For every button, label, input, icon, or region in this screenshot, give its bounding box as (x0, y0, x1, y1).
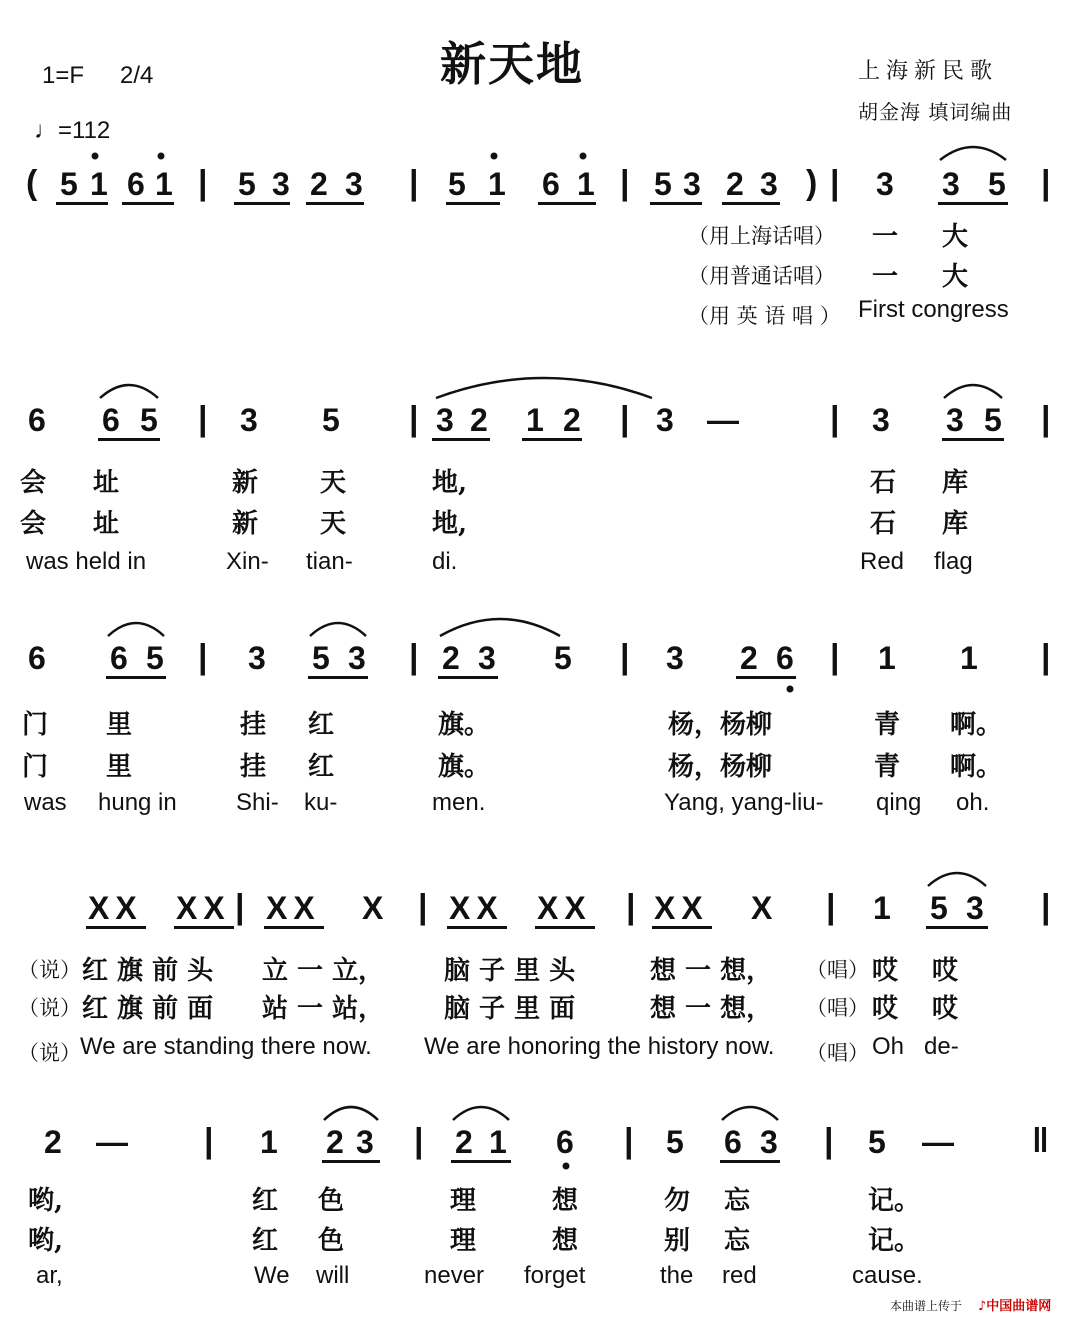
note: 2 (455, 1124, 473, 1160)
note: 6 (28, 640, 46, 676)
note: 5 (930, 890, 948, 926)
lyric-word: 记。 (868, 1226, 921, 1256)
lyric-word: ku- (304, 789, 338, 816)
lyric-word: 杨，杨柳 (668, 752, 773, 782)
lyric-word: red (722, 1262, 757, 1289)
note: XX (266, 890, 321, 926)
lyric-word: di. (432, 548, 458, 575)
lyric-word: 天 (320, 468, 347, 498)
lyric-word: 库 (942, 468, 969, 498)
lyric-word: 哟, (28, 1186, 64, 1216)
note: 5 (988, 166, 1006, 202)
note: 3 (436, 402, 454, 438)
lyric-word: 库 (942, 509, 969, 539)
credit-origin: 上海新民歌 (858, 59, 999, 84)
lyric-word: 勿 (664, 1186, 691, 1216)
slur-arc (100, 385, 158, 398)
lyric-word: First congress (858, 296, 1009, 323)
lyric-word: 记。 (868, 1186, 921, 1216)
note: X (751, 890, 773, 926)
lyric-word: （唱） (806, 1041, 869, 1065)
octave-dot (491, 153, 498, 160)
credit-author: 胡金海 填词编曲 (858, 100, 1013, 124)
barline: ‖ (1032, 1122, 1049, 1160)
note: 5 (312, 640, 330, 676)
note: 6 (28, 402, 46, 438)
note: 3 (348, 640, 366, 676)
note: 3 (240, 402, 258, 438)
barline: | (418, 888, 428, 926)
note: 6 (102, 402, 120, 438)
lyric-word: 想 一 想， (650, 956, 773, 986)
note: — (96, 1124, 128, 1160)
lyric-word: 啊。 (950, 710, 1003, 740)
barline: | (1041, 638, 1051, 676)
note: 3 (666, 640, 684, 676)
note: 3 (872, 402, 890, 438)
key-signature: 1=F (42, 62, 85, 89)
lyric-word: 天 (320, 509, 347, 539)
slur-arc (440, 619, 560, 636)
barline: ) (806, 164, 818, 202)
lyric-word: 哎 (932, 956, 959, 986)
slur-arc (722, 1107, 778, 1120)
barline: | (198, 164, 208, 202)
barline: | (824, 1122, 834, 1160)
octave-dot (787, 686, 794, 693)
note: 6 (556, 1124, 574, 1160)
barline: | (626, 888, 636, 926)
note: 3 (876, 166, 894, 202)
note: 2 (310, 166, 328, 202)
lyric-word: 色 (318, 1226, 345, 1256)
lyric-word: Red (860, 548, 905, 575)
note: XX (88, 890, 143, 926)
note: 5 (448, 166, 466, 202)
note: XX (449, 890, 504, 926)
note: 1 (260, 1124, 278, 1160)
lyric-word: 门 (22, 710, 49, 740)
lyric-word: 里 (106, 710, 133, 740)
slur-arc (944, 385, 1002, 398)
note: 5 (60, 166, 78, 202)
lyric-line-label: （说） (18, 958, 81, 982)
lyric-word: 哎 (872, 956, 899, 986)
barline: | (198, 638, 208, 676)
tempo-mark (34, 117, 110, 145)
barline: | (204, 1122, 214, 1160)
note: 2 (726, 166, 744, 202)
barline: | (620, 164, 630, 202)
lyric-word: 杨，杨柳 (668, 710, 773, 740)
barline: | (830, 400, 840, 438)
note: 5 (984, 402, 1002, 438)
lyric-word: hung in (98, 789, 177, 816)
slur-arc (436, 378, 652, 398)
lyric-word: 想 一 想， (650, 994, 773, 1024)
lyric-word: 挂 (240, 752, 267, 782)
lyric-word: 旗。 (438, 710, 491, 740)
barline: | (409, 638, 419, 676)
note: 2 (442, 640, 460, 676)
lyric-word: 忘 (724, 1226, 751, 1256)
lyric-word: 脑 子 里 面 (444, 994, 576, 1024)
lyric-line-label: （说） (18, 996, 81, 1020)
lyric-word: 会 (20, 468, 47, 498)
note: 5 (654, 166, 672, 202)
barline: | (1041, 888, 1051, 926)
slur-arc (940, 147, 1006, 160)
note: 5 (238, 166, 256, 202)
lyric-word: 一 (872, 262, 899, 292)
lyric-word: 理 (450, 1226, 477, 1256)
barline: ( (26, 164, 38, 202)
note: 3 (248, 640, 266, 676)
lyric-word: We are standing there now. (80, 1033, 372, 1060)
note: 5 (146, 640, 164, 676)
slur-arc (310, 623, 366, 636)
barline: | (830, 164, 840, 202)
song-title: 新天地 (440, 37, 584, 91)
lyric-word: 想 (552, 1186, 579, 1216)
note: 3 (683, 166, 701, 202)
lyric-word: 哟, (28, 1226, 64, 1256)
note: 3 (356, 1124, 374, 1160)
note: 1 (873, 890, 891, 926)
note: 3 (272, 166, 290, 202)
note: 3 (946, 402, 964, 438)
lyric-word: the (660, 1262, 694, 1289)
time-signature: 2/4 (120, 62, 154, 89)
lyric-word: 旗。 (438, 752, 491, 782)
barline: | (409, 400, 419, 438)
note: XX (654, 890, 709, 926)
lyric-word: We (254, 1262, 290, 1289)
note: 3 (478, 640, 496, 676)
barline: | (620, 400, 630, 438)
note: 6 (542, 166, 560, 202)
lyric-line-label: （用 英 语 唱 ） (688, 304, 841, 328)
lyric-word: tian- (306, 548, 353, 575)
note: 1 (878, 640, 896, 676)
note: 2 (44, 1124, 62, 1160)
lyric-word: cause. (852, 1262, 923, 1289)
note: 5 (140, 402, 158, 438)
lyric-word: 脑 子 里 头 (444, 956, 576, 986)
note: 1 (526, 402, 544, 438)
lyric-word: 啊。 (950, 752, 1003, 782)
lyric-word: （唱） (806, 958, 869, 982)
slur-arc (324, 1107, 378, 1120)
note: 2 (470, 402, 488, 438)
lyric-word: forget (524, 1262, 586, 1289)
lyric-word: 哎 (872, 994, 899, 1024)
lyric-word: 里 (106, 752, 133, 782)
note: 6 (127, 166, 145, 202)
lyric-word: 地, (432, 468, 468, 498)
note: 5 (666, 1124, 684, 1160)
note: 5 (554, 640, 572, 676)
lyric-word: 想 (552, 1226, 579, 1256)
lyric-word: 新 (232, 468, 259, 498)
note: — (707, 402, 739, 438)
note: 1 (489, 1124, 507, 1160)
barline: | (830, 638, 840, 676)
lyric-word: 石 (870, 509, 897, 539)
note: 6 (724, 1124, 742, 1160)
lyric-word: ar, (36, 1262, 63, 1289)
lyric-word: 红 (252, 1186, 279, 1216)
lyric-word: 红 (308, 752, 335, 782)
note: 1 (155, 166, 173, 202)
lyric-word: 色 (318, 1186, 345, 1216)
note: 5 (322, 402, 340, 438)
barline: | (1041, 164, 1051, 202)
note: 1 (577, 166, 595, 202)
tempo-value: =112 (58, 117, 111, 144)
lyric-word: men. (432, 789, 486, 816)
lyric-word: 挂 (240, 710, 267, 740)
lyric-word: 门 (22, 752, 49, 782)
quarter-note-icon: ♩ (34, 117, 58, 144)
slur-arc (928, 873, 986, 886)
barline: | (409, 164, 419, 202)
site-logo: ♪中国曲谱网 (978, 1299, 1052, 1314)
lyric-word: Shi- (236, 789, 279, 816)
lyric-word: 青 (874, 710, 901, 740)
note: 3 (966, 890, 984, 926)
note: 3 (942, 166, 960, 202)
lyric-word: 址 (93, 509, 120, 539)
lyric-word: 理 (450, 1186, 477, 1216)
note: 1 (960, 640, 978, 676)
lyric-word: will (316, 1262, 350, 1289)
barline: | (414, 1122, 424, 1160)
note: 6 (110, 640, 128, 676)
lyric-word: 别 (664, 1226, 691, 1256)
note: XX (176, 890, 231, 926)
barline: | (624, 1122, 634, 1160)
note: 2 (740, 640, 758, 676)
lyric-word: Xin- (226, 548, 269, 575)
barline: | (198, 400, 208, 438)
lyric-word: oh. (956, 789, 990, 816)
barline: | (620, 638, 630, 676)
note: 2 (563, 402, 581, 438)
slur-arc (453, 1107, 509, 1120)
lyric-word: 红 旗 前 头 (82, 956, 214, 986)
note: 1 (488, 166, 506, 202)
note: 3 (760, 1124, 778, 1160)
octave-dot (580, 153, 587, 160)
lyric-word: Yang, yang-liu- (664, 789, 824, 816)
note: XX (537, 890, 592, 926)
note: 1 (90, 166, 108, 202)
note: 3 (656, 402, 674, 438)
lyric-word: 红 (252, 1226, 279, 1256)
lyric-word: 青 (874, 752, 901, 782)
lyric-word: 会 (20, 509, 47, 539)
slur-arc (108, 623, 164, 636)
lyric-line-label: （用普通话唱） (688, 264, 835, 288)
lyric-word: 站 一 站， (262, 994, 385, 1024)
lyric-word: 石 (870, 468, 897, 498)
lyric-line-label: （说） (18, 1041, 81, 1065)
lyric-word: 地, (432, 509, 468, 539)
lyric-word: 新 (232, 509, 259, 539)
octave-dot (158, 153, 165, 160)
lyric-word: 大 (942, 262, 969, 292)
lyric-word: qing (876, 789, 922, 816)
lyric-word: never (424, 1262, 485, 1289)
lyric-word: 红 旗 前 面 (82, 994, 214, 1024)
octave-dot (92, 153, 99, 160)
lyric-word: 大 (942, 222, 969, 252)
lyric-word: 立 一 立， (262, 956, 385, 986)
lyric-word: de- (924, 1033, 959, 1060)
lyric-word: 哎 (932, 994, 959, 1024)
note: X (362, 890, 384, 926)
note: — (922, 1124, 954, 1160)
lyric-word: was (24, 789, 67, 816)
lyric-word: flag (934, 548, 973, 575)
note: 2 (326, 1124, 344, 1160)
lyric-word: （唱） (806, 996, 869, 1020)
barline: | (235, 888, 245, 926)
upload-note: 本曲谱上传于 (890, 1299, 963, 1313)
lyric-word: 址 (93, 468, 120, 498)
barline: | (1041, 400, 1051, 438)
note: 3 (345, 166, 363, 202)
lyric-word: Oh (872, 1033, 905, 1060)
barline: | (826, 888, 836, 926)
note: 5 (868, 1124, 886, 1160)
note: 6 (776, 640, 794, 676)
lyric-line-label: （用上海话唱） (688, 224, 835, 248)
lyric-word: was held in (26, 548, 147, 575)
octave-dot (563, 1163, 570, 1170)
note: 3 (760, 166, 778, 202)
lyric-word: 一 (872, 222, 899, 252)
lyric-word: We are honoring the history now. (424, 1033, 775, 1060)
lyric-word: 红 (308, 710, 335, 740)
lyric-word: 忘 (724, 1186, 751, 1216)
